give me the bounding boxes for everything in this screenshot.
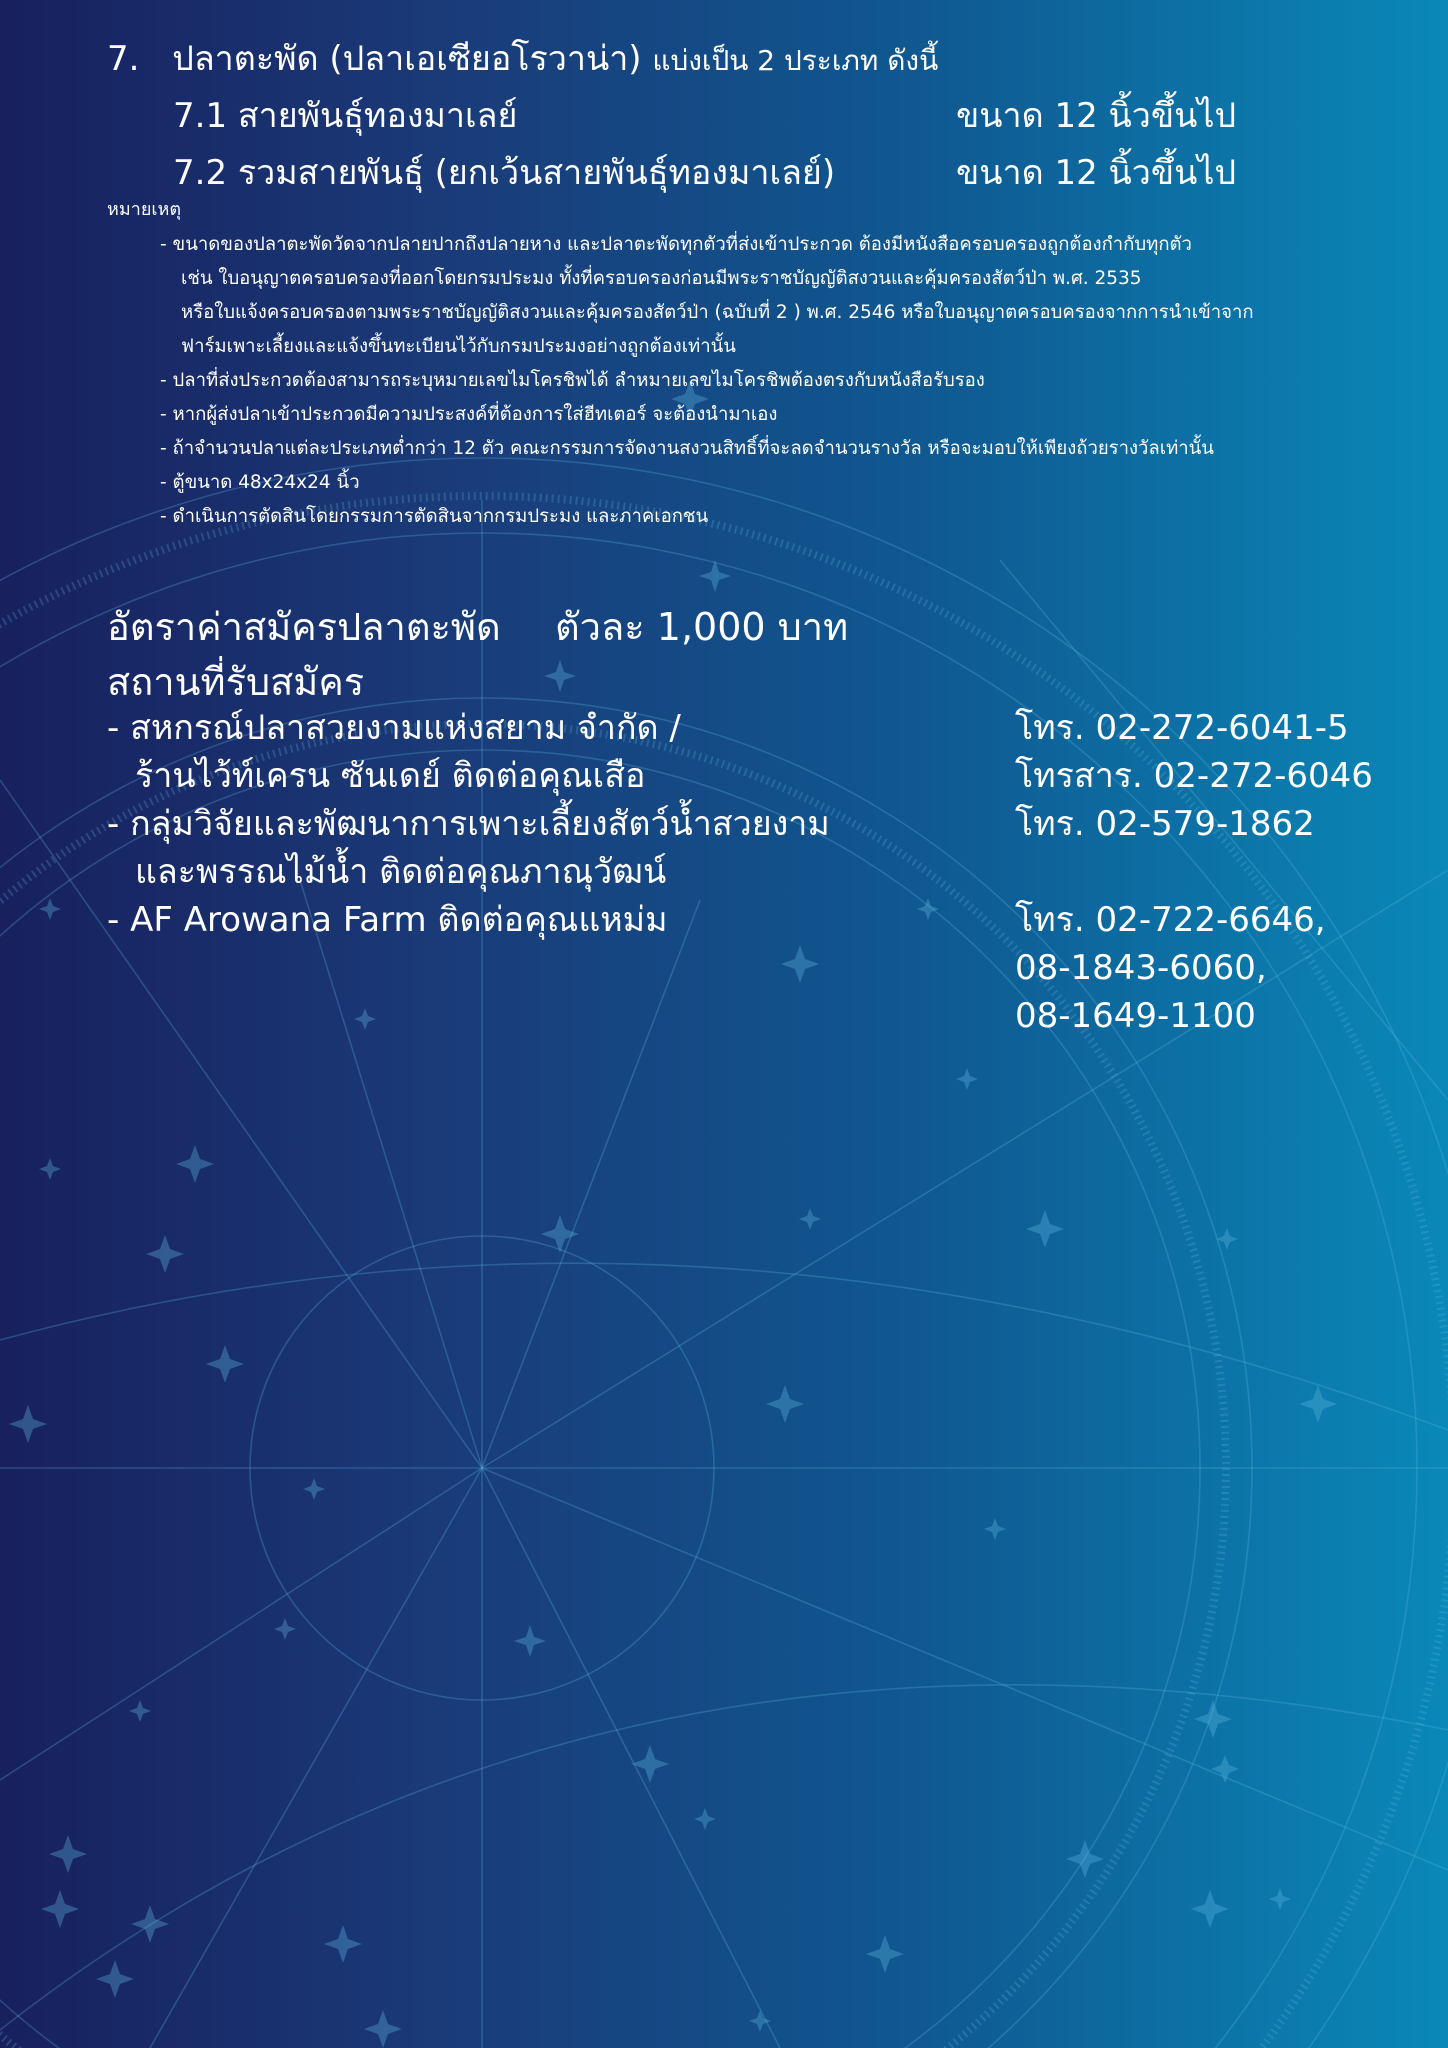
section-number: 7.	[107, 39, 140, 79]
phone-line: โทร. 02-272-6041-5	[1015, 708, 1349, 748]
phone-line: โทร. 02-722-6646,	[1015, 900, 1326, 940]
remark-line: - หากผู้ส่งปลาเข้าประกวดมีความประสงค์ที่ต้องการใส่ฮีทเตอร์ จะต้องนำมาเอง	[160, 404, 778, 425]
contact-line: - สหกรณ์ปลาสวยงามแห่งสยาม จำกัด /	[107, 708, 681, 748]
remark-line: หรือใบแจ้งครอบครองตามพระราชบัญญัติสงวนและคุ้มครองสัตว์ป่า (ฉบับที่ 2 ) พ.ศ. 2546 หรือใบอนุญาตครอบครองจากการนำเข้าจาก	[181, 302, 1254, 323]
phone-line: 08-1843-6060,	[1015, 948, 1267, 988]
remark-line: - ดำเนินการตัดสินโดยกรรมการตัดสินจากกรมประมง และภาคเอกชน	[160, 506, 709, 527]
remark-line: - ถ้าจำนวนปลาแต่ละประเภทต่ำกว่า 12 ตัว คณะกรรมการจัดงานสงวนสิทธิ์ที่จะลดจำนวนรางวัล หรือจะมอบให้เพียงถ้วยรางวัลเท่านั้น	[160, 438, 1214, 459]
phone-line: โทร. 02-579-1862	[1015, 804, 1315, 844]
remark-line: เช่น ใบอนุญาตครอบครองที่ออกโดยกรมประมง ทั้งที่ครอบครองก่อนมีพระราชบัญญัติสงวนและคุ้มครองสัตว์ป่า พ.ศ. 2535	[181, 268, 1142, 289]
section-heading	[107, 39, 939, 79]
remark-line: - ตู้ขนาด 48x24x24 นิ้ว	[160, 472, 360, 493]
fax-line: โทรสาร. 02-272-6046	[1015, 756, 1373, 796]
fee-value: ตัวละ 1,000 บาท	[555, 605, 849, 649]
contact-line: ร้านไว้ท์เครน ซันเดย์ ติดต่อคุณเสือ	[135, 756, 646, 796]
remarks-title: หมายเหตุ	[107, 199, 182, 220]
section-title-suffix: แบ่งเป็น 2 ประเภท ดังนี้	[652, 44, 939, 77]
category-2-label: 7.2 รวมสายพันธุ์ (ยกเว้นสายพันธุ์ทองมาเลย์)	[173, 153, 836, 193]
remark-line: - ปลาที่ส่งประกวดต้องสามารถระบุหมายเลขไมโครชิพได้ ลำหมายเลขไมโครชิพต้องตรงกับหนังสือรับรอง	[160, 370, 985, 391]
category-1-size: ขนาด 12 นิ้วขึ้นไป	[956, 96, 1237, 136]
section-title: ปลาตะพัด (ปลาเอเซียอโรวาน่า)	[172, 39, 642, 79]
contact-line: และพรรณไม้น้ำ ติดต่อคุณภาณุวัฒน์	[135, 852, 667, 892]
category-2-size: ขนาด 12 นิ้วขึ้นไป	[956, 153, 1237, 193]
contact-line: - กลุ่มวิจัยและพัฒนาการเพาะเลี้ยงสัตว์น้ำสวยงาม	[107, 804, 830, 844]
contact-line: - AF Arowana Farm ติดต่อคุณแหม่ม	[107, 900, 668, 940]
phone-line: 08-1649-1100	[1015, 996, 1256, 1036]
category-1-label: 7.1 สายพันธุ์ทองมาเลย์	[173, 96, 518, 136]
registration-title: สถานที่รับสมัคร	[107, 660, 365, 704]
remark-line: ฟาร์มเพาะเลี้ยงและแจ้งขึ้นทะเบียนไว้กับกรมประมงอย่างถูกต้องเท่านั้น	[181, 336, 736, 357]
remark-line: - ขนาดของปลาตะพัดวัดจากปลายปากถึงปลายหาง และปลาตะพัดทุกตัวที่ส่งเข้าประกวด ต้องมีหนังสือครอบครองถูกต้องกำกับทุกตัว	[160, 234, 1192, 255]
fee-label: อัตราค่าสมัครปลาตะพัด	[107, 605, 501, 649]
